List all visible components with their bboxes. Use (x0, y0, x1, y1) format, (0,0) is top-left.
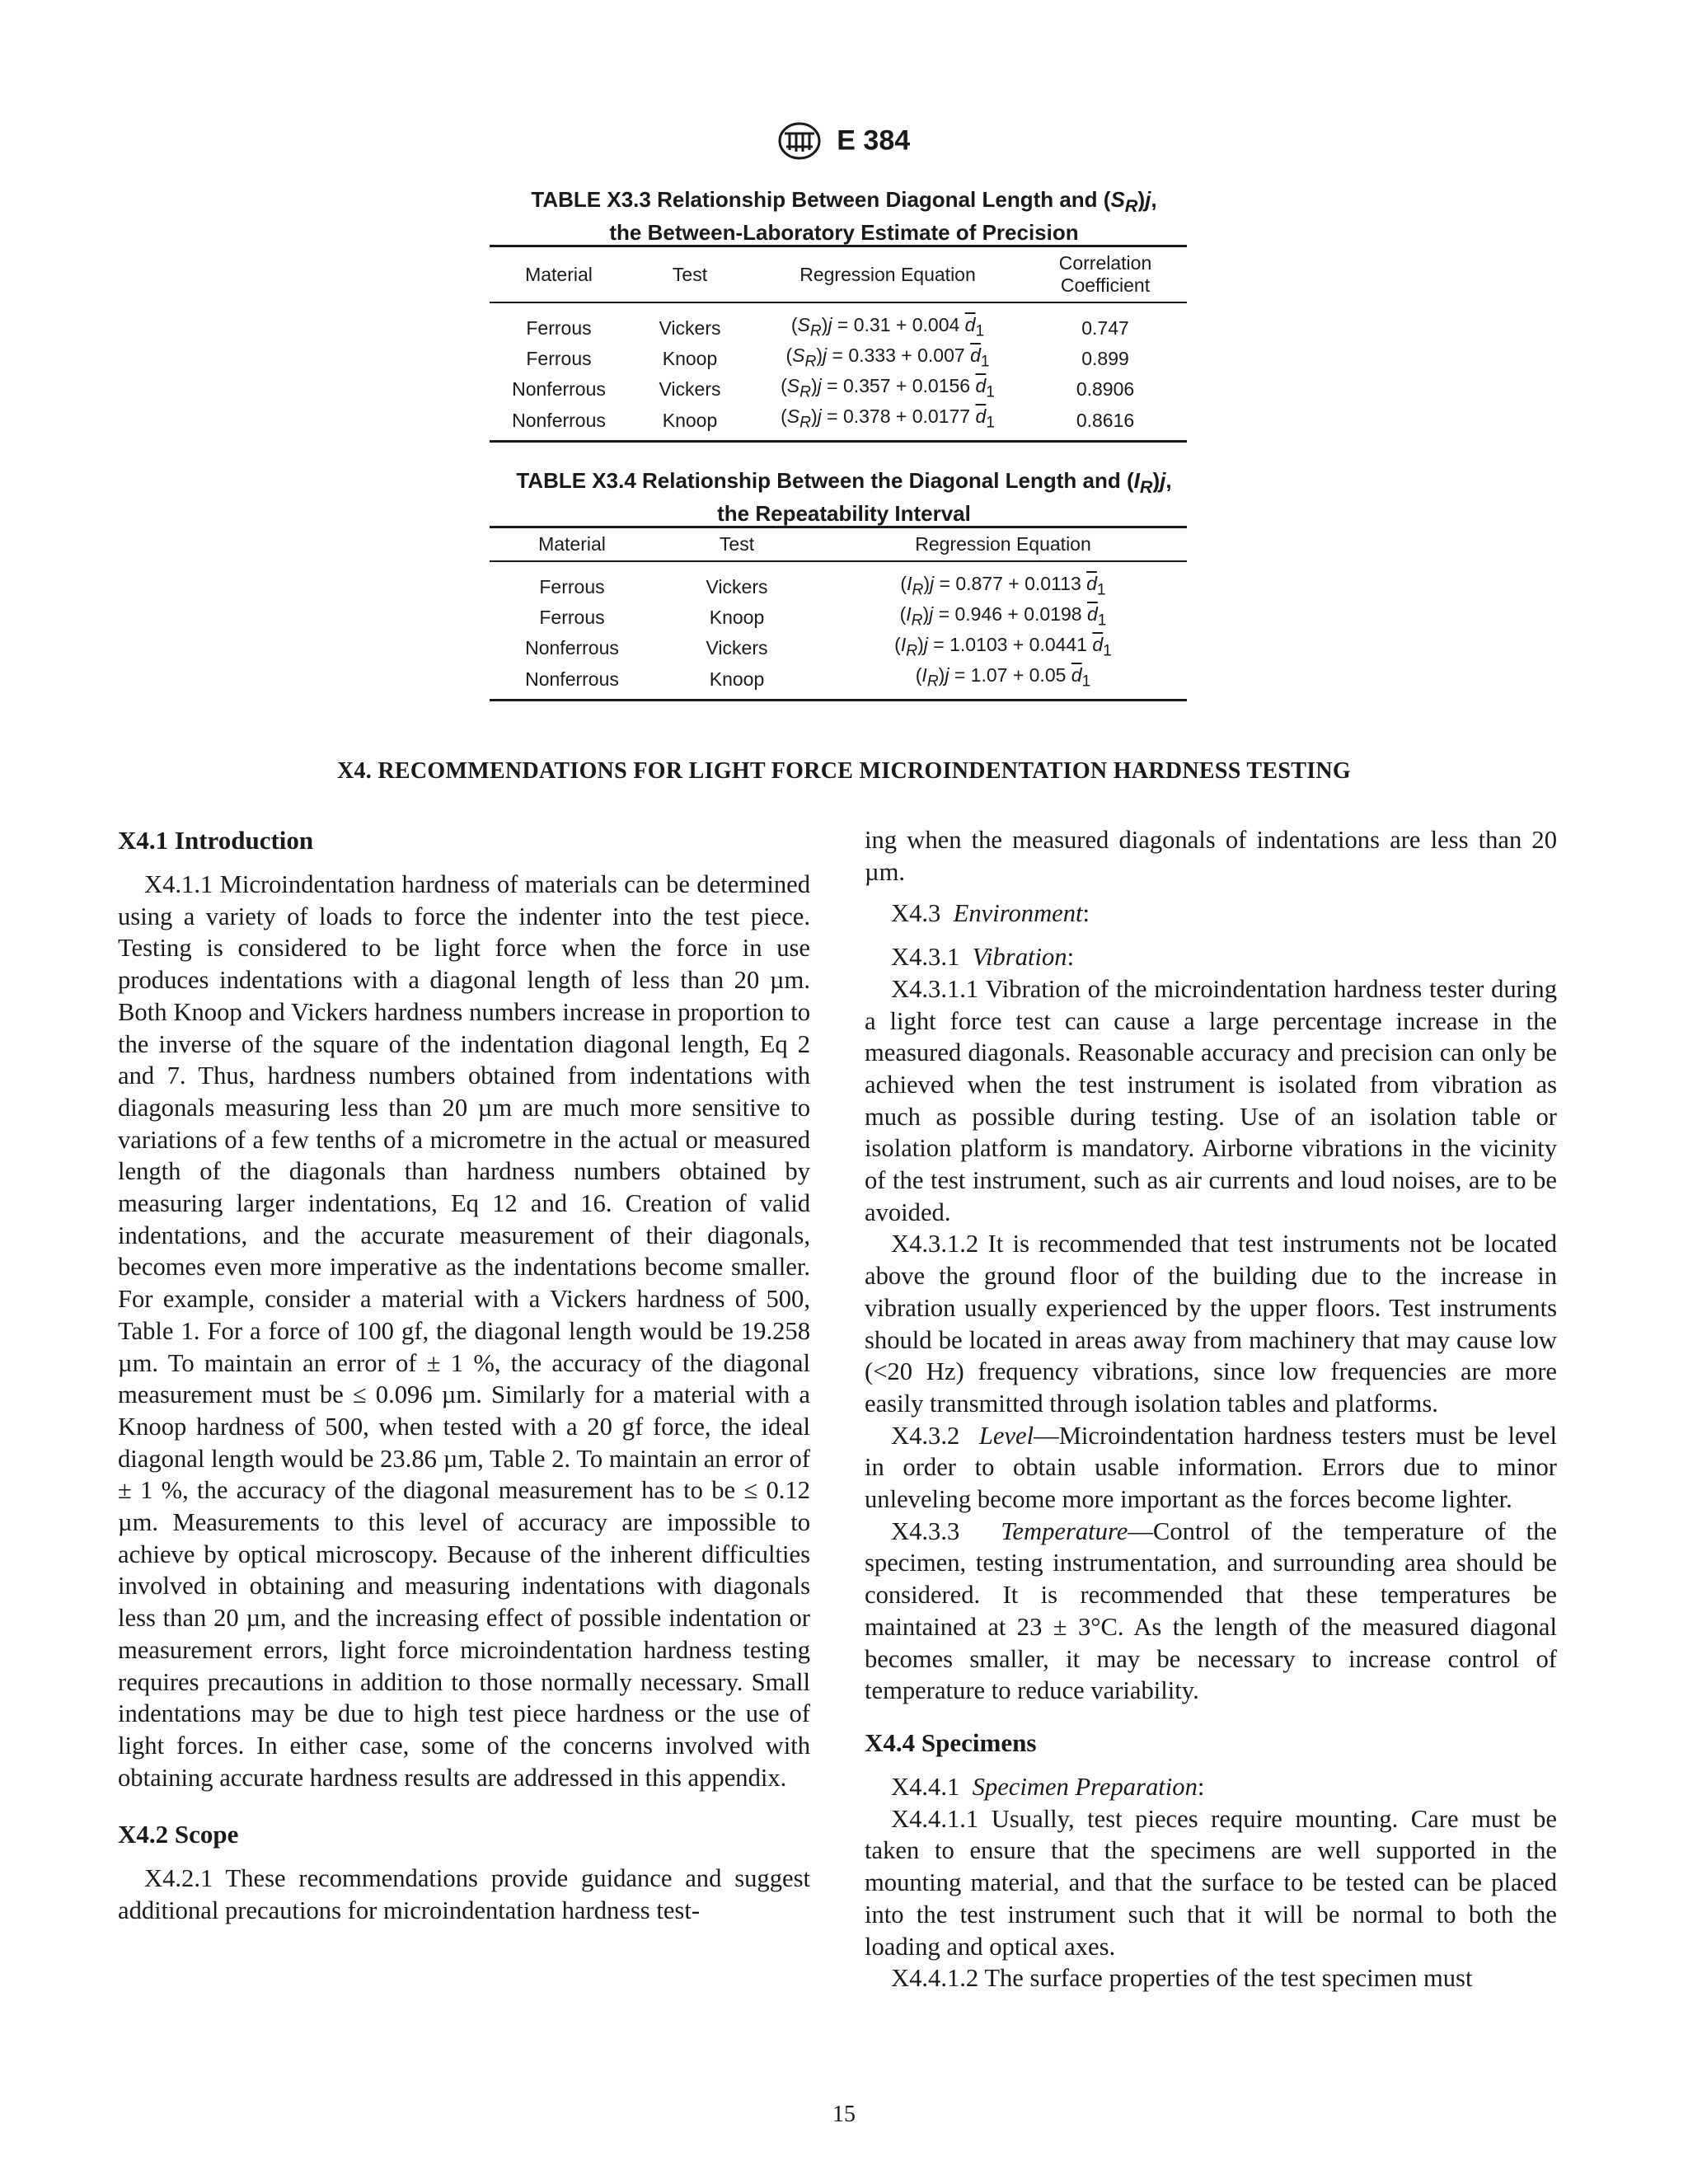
document-header (0, 122, 1688, 160)
table-cell: $(S_R)j = 0.31 + 0.004$ $\overline{d}_1$ (790, 314, 985, 340)
heading-x4-3: X4.3 Environment: (891, 899, 1090, 928)
x4-4-1-label: X4.4.1 (891, 1772, 960, 1801)
table-x3-4-caption-line2: the Repeatability Interval (717, 501, 971, 527)
table-cell: Vickers (659, 378, 721, 401)
table-cell: Knoop (654, 663, 819, 701)
table-cell: Vickers (706, 637, 768, 659)
table-x3-4-caption-line1: TABLE X3.4 Relationship Between the Diagonal Length and $(I_R)j$, (516, 468, 1172, 498)
x4-4-1-title: Specimen Preparation (972, 1772, 1198, 1801)
column-header: Material (490, 527, 654, 562)
table-body (490, 302, 1187, 442)
table-cell: $(I_R)j = 0.877 + 0.0113$ $\overline{d}_1$ (900, 573, 1106, 599)
column-header: Test (654, 527, 819, 562)
column-header: Test (628, 246, 752, 303)
table-cell: $(I_R)j = 0.946 + 0.0198$ $\overline{d}_1$ (899, 603, 1107, 630)
table-cell: $(I_R)j = 1.0103 + 0.0441$ $\overline{d}_1$ (894, 634, 1112, 660)
table-cell: $(S_R)j = 0.357 + 0.0156$ $\overline{d}_1$ (781, 375, 995, 401)
table-cell: Ferrous (526, 317, 592, 340)
x4-3-1-label: X4.3.1 (891, 943, 960, 972)
table-cell: Knoop (709, 607, 765, 629)
table-row (490, 405, 1187, 442)
table-cell: $(S_R)j = 0.378 + 0.0177$ $\overline{d}_1$ (752, 405, 1024, 442)
table-x3-3 (490, 245, 1187, 443)
heading-x4-4-1: X4.4.1 Specimen Preparation: (891, 1772, 1205, 1801)
table-row (490, 344, 1187, 374)
column-header: Material (490, 246, 628, 303)
column-header: Regression Equation (819, 527, 1187, 562)
column-header: Correlation Coefficient (1024, 246, 1187, 303)
x4-3-title: Environment (953, 899, 1083, 928)
table-row (490, 602, 1187, 633)
table-row (490, 663, 1187, 701)
table-cell: Vickers (706, 576, 768, 598)
x4-3-2-label: X4.3.2 (891, 1421, 960, 1450)
section-title: X4. RECOMMENDATIONS FOR LIGHT FORCE MICROINDENTATION HARDNESS TESTING (336, 758, 1352, 784)
table-cell: 0.8906 (1076, 378, 1135, 401)
table-cell: Ferrous (526, 348, 592, 370)
standard-designation: E 384 (837, 124, 911, 157)
table-header-row (490, 246, 1187, 303)
table-cell: Nonferrous (490, 405, 628, 442)
table-x3-4-caption (0, 467, 1688, 527)
paragraph-x4-1-1: X4.1.1 Microindentation hardness of materials can be determined using a variety of loads to force the indenter into the test piece. Testing is considered to be light force when the force in use produces indentations with a diagonal length of less than 20 µm. Both Knoop and Vickers hardness numbers increase in proportion to the inverse of the square of the indentation diagonal length, Eq 2 and 7. Thus, hardness numbers obtained from indentations with diagonals measuring less than 20 µm are much more sensitive to variations of a few tenths of a micrometre in the actual or measured length of the diagonals than hardness numbers obtained by measuring larger indentations, Eq 12 and 16. Creation of valid indentations, and the accurate measurement of their diagonals, becomes even more imperative as the indentations become smaller. For example, consider a material with a Vickers hardness of 500, Table 1. For a force of 100 gf, the diagonal length would be 19.258 µm. To maintain an error of ± 1 %, the accuracy of the diagonal measurement must be ≤ 0.096 µm. Similarly for a material with a Knoop hardness of 500, when tested with a 20 gf force, the ideal diagonal length would be 23.86 µm, Table 2. To maintain an error of ± 1 %, the accuracy of the diagonal measurement has to be ≤ 0.12 µm. Measurements to this level of accuracy are impossible to achieve by optical microscopy. Because of the inherent difficulties involved in obtaining and measuring indentations with diagonals less than 20 µm, and the increasing effect of possible indentation or measurement errors, light force microindentation hardness testing requires precautions in addition to those normally necessary. Small indentations may be due to high test piece hardness or the use of light forces. In either case, some of the concerns involved with obtaining accurate hardness results are addressed in this appendix. (118, 870, 810, 1792)
table-cell: Knoop (662, 348, 718, 370)
table-cell: 0.8616 (1024, 405, 1187, 442)
heading-x4-1: X4.1 Introduction (118, 826, 314, 855)
x4-3-label: X4.3 (891, 899, 941, 928)
paragraph-x4-2-1: X4.2.1 These recommendations provide guidance and suggest additional precautions for microindentation hardness test- (118, 1864, 810, 1925)
table-body (490, 561, 1187, 701)
paragraph-x4-4-1-1: X4.4.1.1 Usually, test pieces require mounting. Care must be taken to ensure that the specimens are well supported in the mounting material, and that the surface to be tested can be placed into the test instrument such that it will be normal to both the loading and optical axes. (865, 1804, 1557, 1961)
table-x3-3-caption-line2: the Between-Laboratory Estimate of Precision (609, 220, 1079, 246)
table-x3-4 (490, 526, 1187, 701)
column-header: Regression Equation (752, 246, 1024, 303)
paragraph-x4-4-1-2: X4.4.1.2 The surface properties of the test specimen must (891, 1964, 1473, 1993)
table-cell: Ferrous (539, 607, 605, 629)
table-row (490, 561, 1187, 602)
x4-3-2-text: —Microindentation hardness testers must be level in order to obtain usable information. Errors due to minor unleveling become more important as the forces become lighter. (865, 1421, 1558, 1514)
table-row (490, 633, 1187, 663)
table-cell: Vickers (659, 317, 721, 340)
table-cell: 0.899 (1081, 348, 1129, 370)
table-cell: Knoop (628, 405, 752, 442)
heading-x4-3-1: X4.3.1 Vibration: (891, 943, 1075, 972)
table-row (490, 374, 1187, 405)
x4-3-3-text: —Control of the temperature of the specimen, testing instrumentation, and surrounding area should be considered. It is recommended that these temperatures be maintained at 23 ± 3°C. As the length of the measured diagonal becomes smaller, it may be necessary to increase control of temperature to reduce variability. (865, 1516, 1558, 1705)
page-number: 15 (832, 2102, 856, 2127)
astm-logo-icon (778, 122, 821, 160)
x4-3-3-title: Temperature (1001, 1516, 1128, 1545)
x4-3-3-label: X4.3.3 (891, 1516, 960, 1545)
table-cell: Nonferrous (490, 663, 654, 701)
paragraph-x4-2-1-continued: ing when the measured diagonals of indentations are less than 20 µm. (865, 826, 1557, 886)
table-cell: Nonferrous (525, 637, 619, 659)
paragraph-x4-3-1-1: X4.3.1.1 Vibration of the microindentation hardness tester during a light force test can cause a large percentage increase in the measured diagonals. Reasonable accuracy and precision can only be achieved when the test instrument is isolated from vibration as much as possible during testing. Use of an isolation table or isolation platform is mandatory. Airborne vibrations in the vicinity of the test instrument, such as air currents and loud noises, are to be avoided. (865, 974, 1557, 1226)
table-cell: $(S_R)j = 0.333 + 0.007$ $\overline{d}_1$ (785, 344, 990, 371)
table-header-row (490, 527, 1187, 562)
heading-x4-2: X4.2 Scope (118, 1820, 239, 1849)
paragraph-x4-3-2 (865, 1420, 1557, 1516)
table-cell: $(I_R)j = 1.07 + 0.05$ $\overline{d}_1$ (819, 663, 1187, 701)
table-row (490, 302, 1187, 344)
table-cell: Ferrous (539, 576, 605, 598)
table-x3-3-caption-line1: TABLE X3.3 Relationship Between Diagonal Length and $(S_R)j$, (531, 187, 1157, 217)
heading-x4-4: X4.4 Specimens (865, 1727, 1037, 1757)
table-x3-3-caption (0, 186, 1688, 246)
right-column (865, 824, 1557, 1994)
table-cell: 0.747 (1081, 317, 1129, 340)
paragraph-x4-3-3 (865, 1516, 1557, 1707)
x4-3-2-title: Level (978, 1421, 1034, 1450)
left-column (118, 824, 810, 1927)
table-cell: Nonferrous (512, 378, 606, 401)
paragraph-x4-3-1-2: X4.3.1.2 It is recommended that test instruments not be located above the ground floor of the building due to the increase in vibration usually experienced by the upper floors. Test instruments should be located in areas away from machinery that may cause low (<20 Hz) frequency vibrations, since low frequencies are more easily transmitted through isolation tables and platforms. (865, 1230, 1557, 1418)
x4-3-1-title: Vibration (972, 943, 1067, 972)
